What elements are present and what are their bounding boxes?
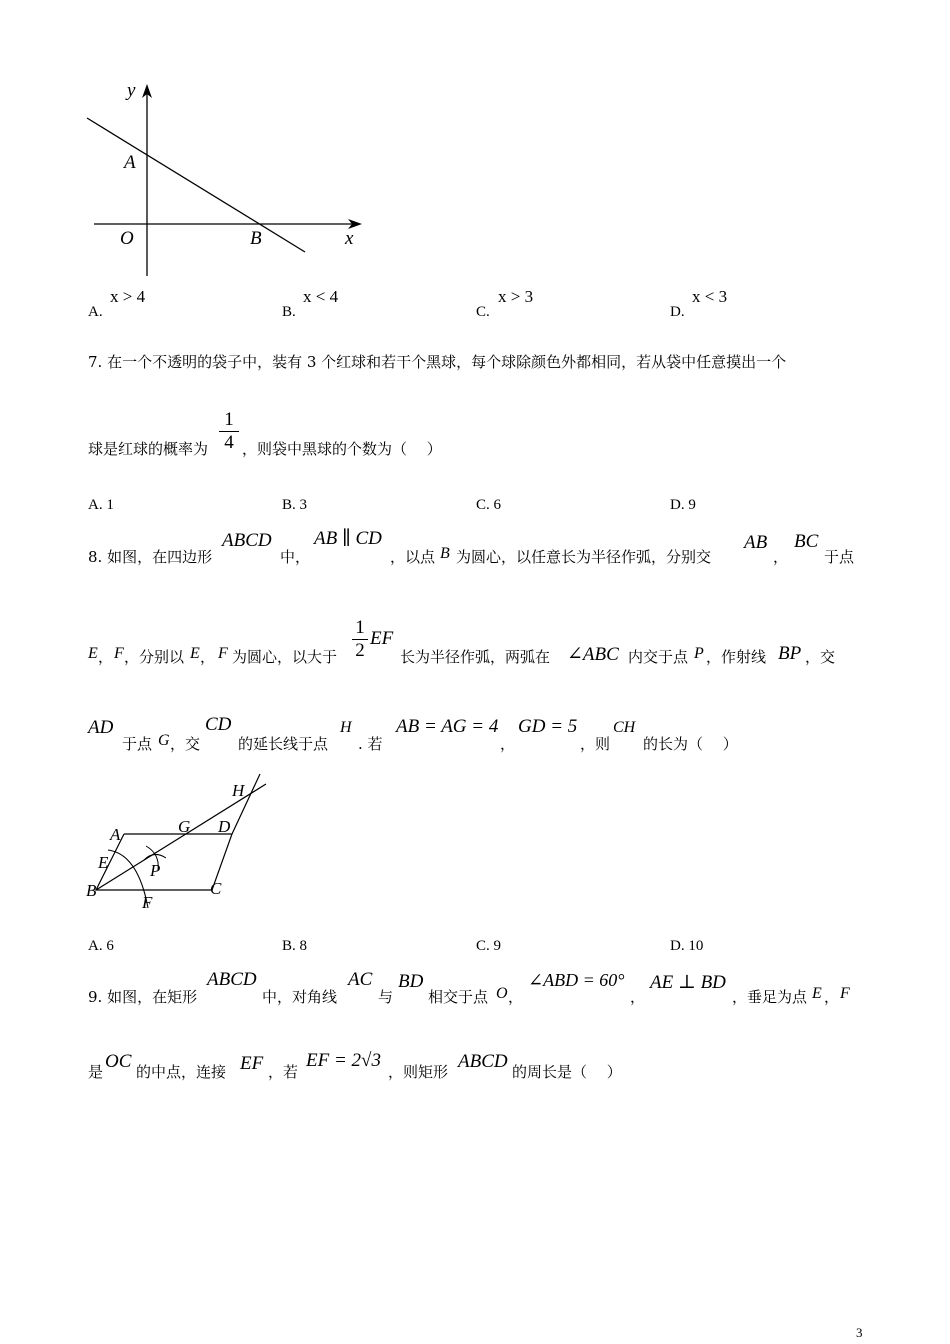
q9-point: O	[496, 985, 508, 1002]
q8-text: 为圆心，以任意长为半径作弧，分别交	[456, 548, 712, 566]
q7-stem-line2-post: ，则袋中黑球的个数为（ ）	[242, 440, 442, 458]
page-number: 3	[856, 1325, 863, 1340]
option-letter: A.	[88, 304, 103, 320]
q7-option-b[interactable]: B. 3	[282, 497, 308, 513]
frac-num: 1	[355, 617, 365, 638]
q8-text: ，	[98, 648, 114, 666]
q9-math: ABCD	[207, 969, 257, 990]
q8-text: 于点	[824, 548, 855, 566]
q8-point: P	[694, 645, 704, 662]
q9-math: EF = 2√3	[306, 1050, 381, 1071]
q9-text: 的中点，连接	[136, 1063, 227, 1081]
q9-text: ，	[824, 988, 840, 1006]
q8-point: B	[440, 545, 450, 562]
q9-math: BD	[398, 971, 424, 992]
fig-label-b: B	[86, 881, 97, 900]
q9-text: ，	[630, 988, 646, 1006]
q9-text: 9. 如图，在矩形	[88, 988, 198, 1006]
q9-text: 与	[378, 988, 394, 1006]
q7-stem-line2-pre: 球是红球的概率为	[88, 440, 209, 458]
option-math: x > 3	[498, 287, 534, 306]
q8-math: ∠ABC	[567, 644, 619, 665]
q8-option-d[interactable]: D. 10	[670, 938, 704, 954]
option-math: x < 4	[303, 287, 339, 306]
q7-fraction	[219, 409, 239, 454]
q8-math: EF	[370, 628, 394, 649]
q8-text: 中，	[280, 548, 311, 566]
q8-text: 长为半径作弧，两弧在	[400, 648, 551, 666]
q8-math: CH	[613, 719, 636, 736]
fig-label-e: E	[98, 853, 109, 872]
q9-text: 中，对角线	[262, 988, 338, 1006]
q8-option-c[interactable]: C. 9	[476, 938, 502, 954]
option-letter: C.	[476, 304, 490, 320]
q7-option-d[interactable]: D. 9	[670, 497, 696, 513]
q8-fraction	[352, 617, 368, 662]
q7-option-c[interactable]: C. 6	[476, 497, 502, 513]
q9-math: OC	[105, 1051, 132, 1072]
q7-option-a[interactable]: A. 1	[88, 497, 114, 513]
q8-text: ，交	[805, 648, 836, 666]
q8-text: 的延长线于点	[238, 735, 329, 753]
fig-label-f: F	[142, 893, 153, 912]
q9-math: AC	[348, 969, 373, 990]
q9-math: AE ⊥ BD	[650, 972, 726, 993]
q8-text: ，交	[170, 735, 201, 753]
fig-label-c: C	[210, 879, 222, 898]
figure-linear-function	[80, 78, 380, 288]
q9-math: ∠ABD = 60°	[528, 970, 625, 990]
fig-label-d: D	[218, 817, 231, 836]
q8-text: ，则	[580, 735, 611, 753]
q8-text: ，以点	[390, 548, 436, 566]
q8-math: GD = 5	[518, 716, 578, 737]
q7-stem-line1: 7. 在一个不透明的袋子中，装有 3 个红球和若干个黑球，每个球除颜色外都相同，若从袋中任意摸出一个	[88, 353, 787, 371]
fig-label-a: A	[110, 825, 121, 844]
q8-point: G	[158, 732, 170, 749]
q8-text: ，	[500, 735, 516, 753]
q8-text: ，	[200, 648, 216, 666]
q8-math: CD	[205, 714, 232, 735]
q8-point: E	[190, 645, 200, 662]
q9-text: 是	[88, 1063, 104, 1081]
option-math: x < 3	[692, 287, 728, 306]
frac-den: 4	[219, 431, 239, 454]
q8-text: 内交于点	[628, 648, 689, 666]
q8-math: H	[340, 719, 352, 736]
origin-label: O	[120, 228, 134, 249]
q9-text: 相交于点	[428, 988, 489, 1006]
q8-text: ，作射线	[706, 648, 767, 666]
q9-text: ，则矩形	[388, 1063, 449, 1081]
frac-num: 1	[224, 409, 234, 430]
q9-math: EF	[240, 1053, 264, 1074]
q8-text: 于点	[122, 735, 153, 753]
q8-point: F	[114, 645, 124, 662]
q8-math: ABCD	[222, 530, 272, 551]
q8-text: 为圆心，以大于	[232, 648, 338, 666]
q9-point: F	[840, 985, 850, 1002]
q8-math: BC	[794, 531, 819, 552]
figure-quadrilateral	[80, 770, 280, 920]
x-axis-label: x	[345, 228, 354, 249]
q8-text: . 若	[358, 735, 383, 753]
option-letter: B.	[282, 304, 296, 320]
fig-label-p: P	[150, 861, 161, 880]
q8-math: BP	[778, 643, 802, 664]
q8-option-b[interactable]: B. 8	[282, 938, 308, 954]
fig-label-g: G	[178, 817, 191, 836]
y-axis-label: y	[127, 80, 136, 101]
q9-text: ，	[508, 988, 524, 1006]
q8-math: AD	[88, 717, 114, 738]
frac-den: 2	[352, 639, 368, 662]
q8-point: E	[88, 645, 98, 662]
point-b-label: B	[250, 228, 262, 249]
q8-point: F	[218, 645, 228, 662]
q8-text: ，	[773, 548, 789, 566]
point-a-label: A	[124, 152, 136, 173]
q9-math: ABCD	[458, 1051, 508, 1072]
option-letter: D.	[670, 304, 685, 320]
q9-text: ，若	[268, 1063, 299, 1081]
q8-option-a[interactable]: A. 6	[88, 938, 114, 954]
q9-text: 的周长是（ ）	[512, 1063, 622, 1081]
fig-label-h: H	[232, 781, 245, 800]
q8-text: ，分别以	[124, 648, 185, 666]
q8-text: 8. 如图，在四边形	[88, 548, 213, 566]
q8-math: AB	[744, 532, 768, 553]
q8-math: AB ∥ CD	[314, 528, 382, 549]
q9-point: E	[812, 985, 822, 1002]
q8-text: 的长为（ ）	[643, 735, 738, 753]
q8-math: AB = AG = 4	[396, 716, 499, 737]
q9-text: ，垂足为点	[732, 988, 808, 1006]
option-math: x > 4	[110, 287, 146, 306]
